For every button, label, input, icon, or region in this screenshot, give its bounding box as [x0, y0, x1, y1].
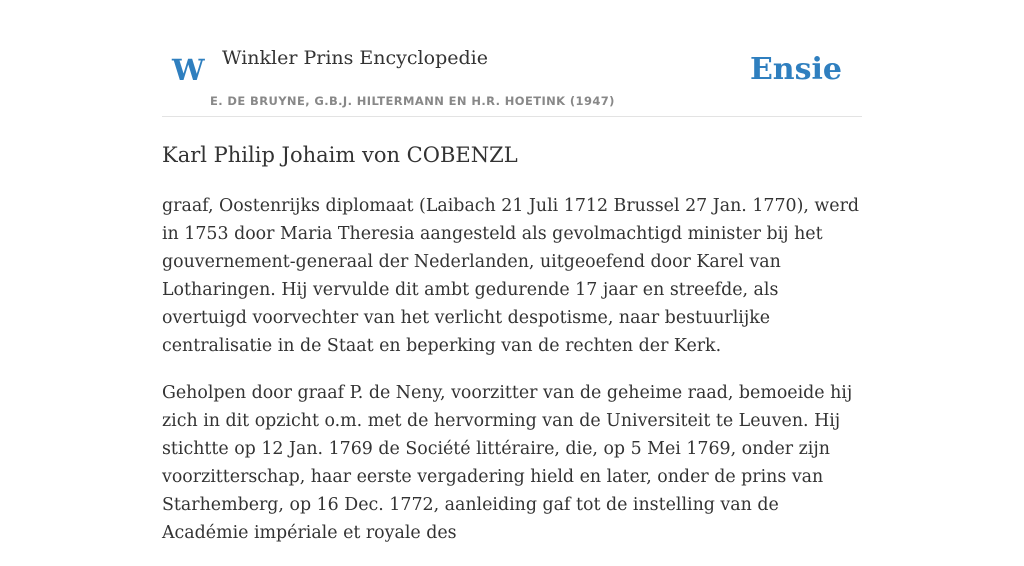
article-paragraph: graaf, Oostenrijks diplomaat (Laibach 21 Juli 1712 Brussel 27 Jan. 1770), werd in 1753 door Maria Theresia aangesteld als gevolmachtigd minister bij het gouvernement-generaal der Nederlanden, uitgeoefend door Karel van Lotharingen. Hij vervulde dit ambt gedurende 17 jaar en streefde, als overtuigd voorvechter van het verlicht despotisme, naar bestuurlijke centralisatie in de Staat en beperking van de rechten der Kerk.: [162, 196, 860, 356]
article-body: [162, 192, 864, 566]
site-header: [162, 0, 862, 117]
page: [162, 0, 862, 543]
winkler-prins-logo[interactable]: W: [172, 53, 205, 87]
authors-line: E. DE BRUYNE, G.B.J. HILTERMANN EN H.R. HOETINK (1947): [210, 94, 615, 108]
encyclopedia-title[interactable]: Winkler Prins Encyclopedie: [222, 47, 488, 69]
article-title: Karl Philip Johaim von COBENZL: [162, 143, 518, 167]
ensie-brand-logo[interactable]: Ensie: [749, 52, 842, 87]
article-paragraph: Geholpen door graaf P. de Neny, voorzitter van de geheime raad, bemoeide hij zich in dit opzicht o.m. met de hervorming van de Universiteit te Leuven. Hij stichtte op 12 Jan. 1769 de Société littéraire, die, op 5 Mei 1769, onder zijn voorzitterschap, haar eerste vergadering hield en later, onder de prins van Starhemberg, op 16 Dec. 1772, aanleiding gaf tot de instelling van de Académie impériale et royale des: [162, 383, 853, 543]
